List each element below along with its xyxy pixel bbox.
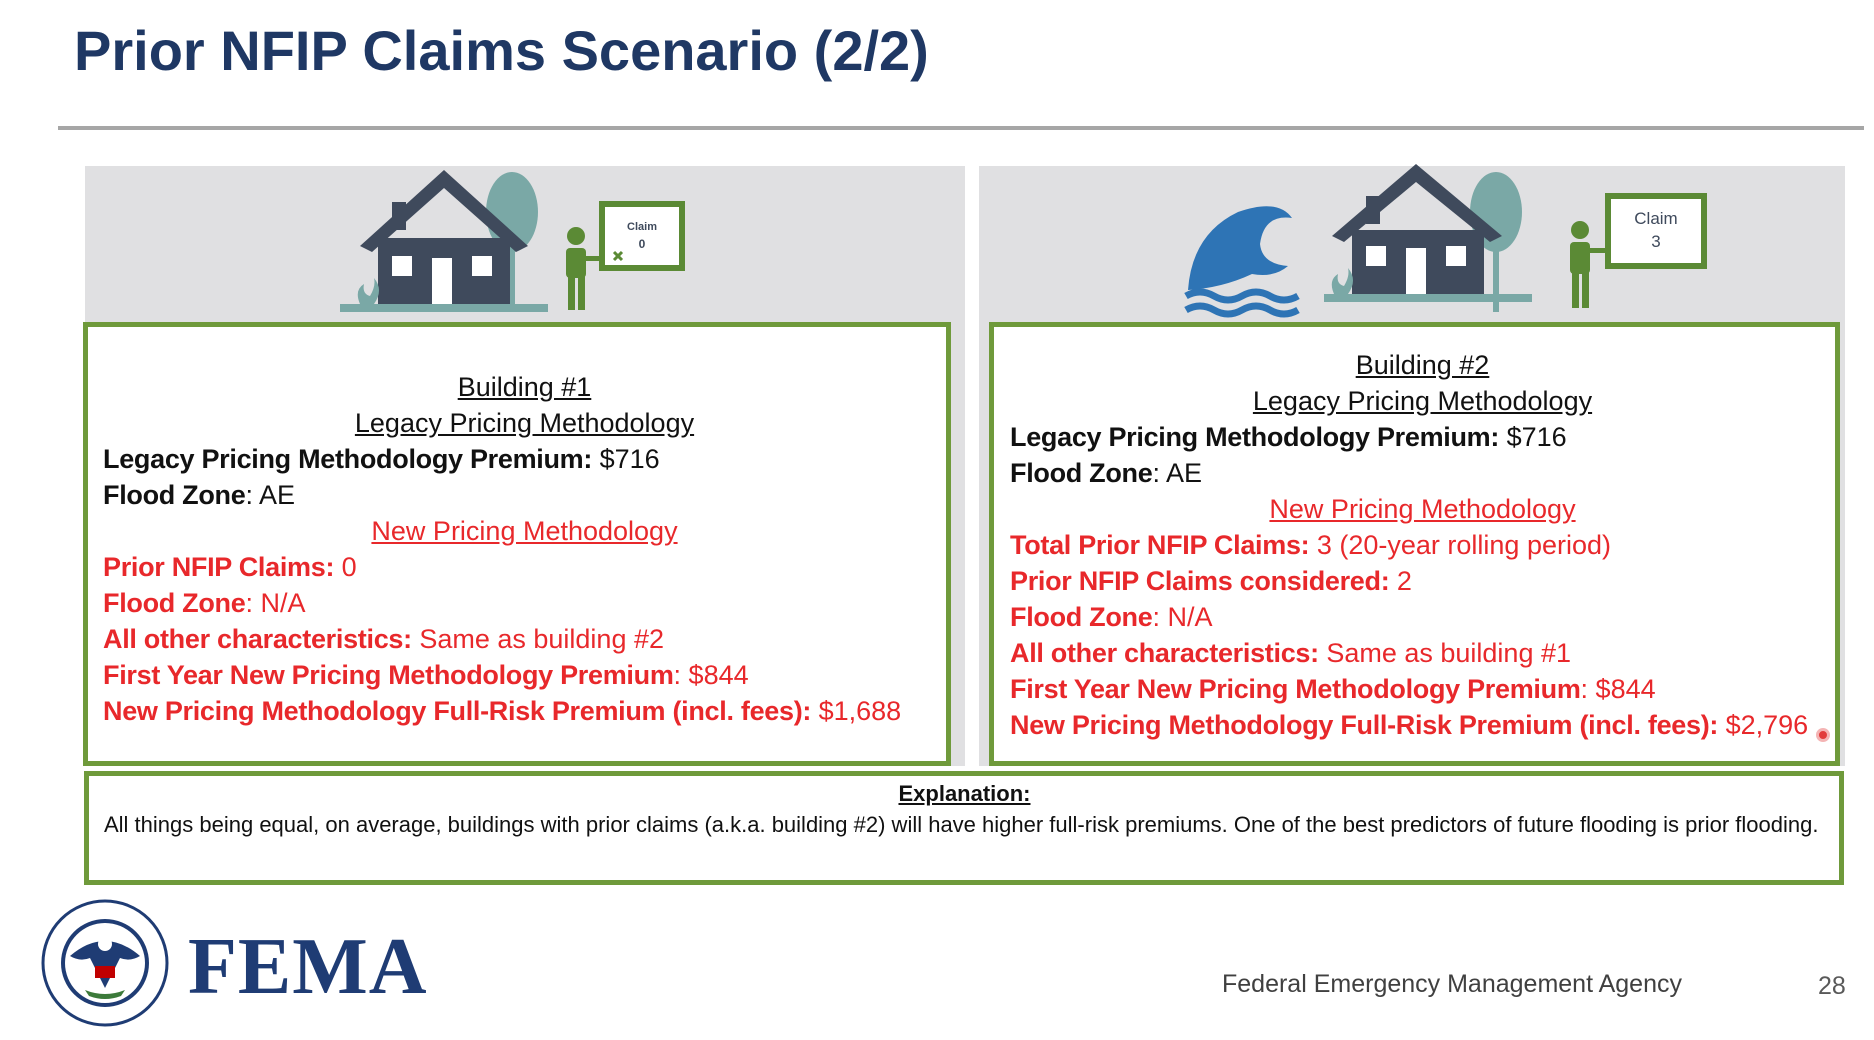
claim-sign-icon xyxy=(1608,196,1704,266)
row-value: Same as building #1 xyxy=(1318,638,1571,668)
building2-legacy-zone xyxy=(1010,455,1835,491)
legacy-zone-label: Flood Zone xyxy=(1010,458,1153,488)
legacy-zone-value: : AE xyxy=(1152,458,1202,488)
building1-row xyxy=(103,657,946,693)
row-label: Total Prior NFIP Claims: xyxy=(1010,530,1310,560)
wave-icon xyxy=(1186,206,1298,314)
building1-illustration xyxy=(340,160,700,320)
row-value: $1,688 xyxy=(811,696,902,726)
row-value: 0 xyxy=(334,552,357,582)
building1-new-heading: New Pricing Methodology xyxy=(371,516,678,546)
sign-count: 0 xyxy=(638,237,646,251)
legacy-zone-label: Flood Zone xyxy=(103,480,246,510)
row-label: Prior NFIP Claims: xyxy=(103,552,335,582)
building2-heading: Building #2 xyxy=(1355,350,1490,380)
legacy-premium-label: Legacy Pricing Methodology Premium: xyxy=(103,444,593,474)
legacy-premium-value: $716 xyxy=(592,444,660,474)
building2-legacy-premium xyxy=(1010,419,1835,455)
row-value: : $844 xyxy=(1580,674,1656,704)
fema-logo-text: FEMA xyxy=(188,923,428,1011)
building2-row xyxy=(1010,707,1835,743)
row-label: First Year New Pricing Methodology Premium xyxy=(103,660,674,690)
row-value: : N/A xyxy=(1152,602,1213,632)
claim-sign-icon xyxy=(602,204,682,268)
person-icon xyxy=(566,227,604,310)
building1-row xyxy=(103,621,946,657)
legacy-zone-value: : AE xyxy=(245,480,295,510)
building1-legacy-zone xyxy=(103,477,946,513)
row-label: All other characteristics: xyxy=(1010,638,1319,668)
legacy-premium-label: Legacy Pricing Methodology Premium: xyxy=(1010,422,1500,452)
row-value: 2 xyxy=(1389,566,1412,596)
slide-title: Prior NFIP Claims Scenario (2/2) xyxy=(74,19,929,82)
row-label: First Year New Pricing Methodology Premium xyxy=(1010,674,1581,704)
building1-row xyxy=(103,549,946,585)
building2-row xyxy=(1010,527,1835,563)
row-value: $2,796 xyxy=(1718,710,1809,740)
explanation-box xyxy=(84,771,1844,885)
row-label: Flood Zone xyxy=(103,588,246,618)
building1-card xyxy=(83,322,951,766)
explanation-heading: Explanation: xyxy=(898,781,1031,806)
sign-count: 3 xyxy=(1651,232,1661,251)
pointer-indicator xyxy=(1816,728,1830,742)
building2-card xyxy=(989,322,1840,766)
row-value: Same as building #2 xyxy=(411,624,664,654)
building1-heading: Building #1 xyxy=(457,372,592,402)
building2-row xyxy=(1010,599,1835,635)
row-label: Flood Zone xyxy=(1010,602,1153,632)
building2-legacy-heading: Legacy Pricing Methodology xyxy=(1252,386,1593,416)
row-label: All other characteristics: xyxy=(103,624,412,654)
row-label: New Pricing Methodology Full-Risk Premium (incl. fees): xyxy=(103,696,812,726)
building2-row xyxy=(1010,635,1835,671)
building1-legacy-premium xyxy=(103,441,946,477)
row-label: Prior NFIP Claims considered: xyxy=(1010,566,1390,596)
title-divider xyxy=(58,126,1864,130)
sign-label: Claim xyxy=(627,221,657,233)
sign-label: Claim xyxy=(1634,209,1678,228)
explanation-text: All things being equal, on average, buildings with prior claims (a.k.a. building #2) will have higher full-risk premiums. One of the best predictors of future flooding is prior flooding. xyxy=(104,812,1819,837)
building1-row xyxy=(103,693,946,729)
agency-name: Federal Emergency Management Agency xyxy=(1222,970,1682,998)
dhs-seal-icon xyxy=(40,898,170,1028)
row-value: 3 (20-year rolling period) xyxy=(1309,530,1611,560)
page-number: 28 xyxy=(1818,972,1846,1000)
building1-row xyxy=(103,585,946,621)
building1-legacy-heading: Legacy Pricing Methodology xyxy=(354,408,695,438)
row-value: : $844 xyxy=(673,660,749,690)
building2-row xyxy=(1010,563,1835,599)
building2-illustration xyxy=(1182,160,1702,320)
row-label: New Pricing Methodology Full-Risk Premium (incl. fees): xyxy=(1010,710,1719,740)
legacy-premium-value: $716 xyxy=(1499,422,1567,452)
building2-new-heading: New Pricing Methodology xyxy=(1269,494,1576,524)
row-value: : N/A xyxy=(245,588,306,618)
building2-row xyxy=(1010,671,1835,707)
person-icon xyxy=(1570,221,1610,308)
